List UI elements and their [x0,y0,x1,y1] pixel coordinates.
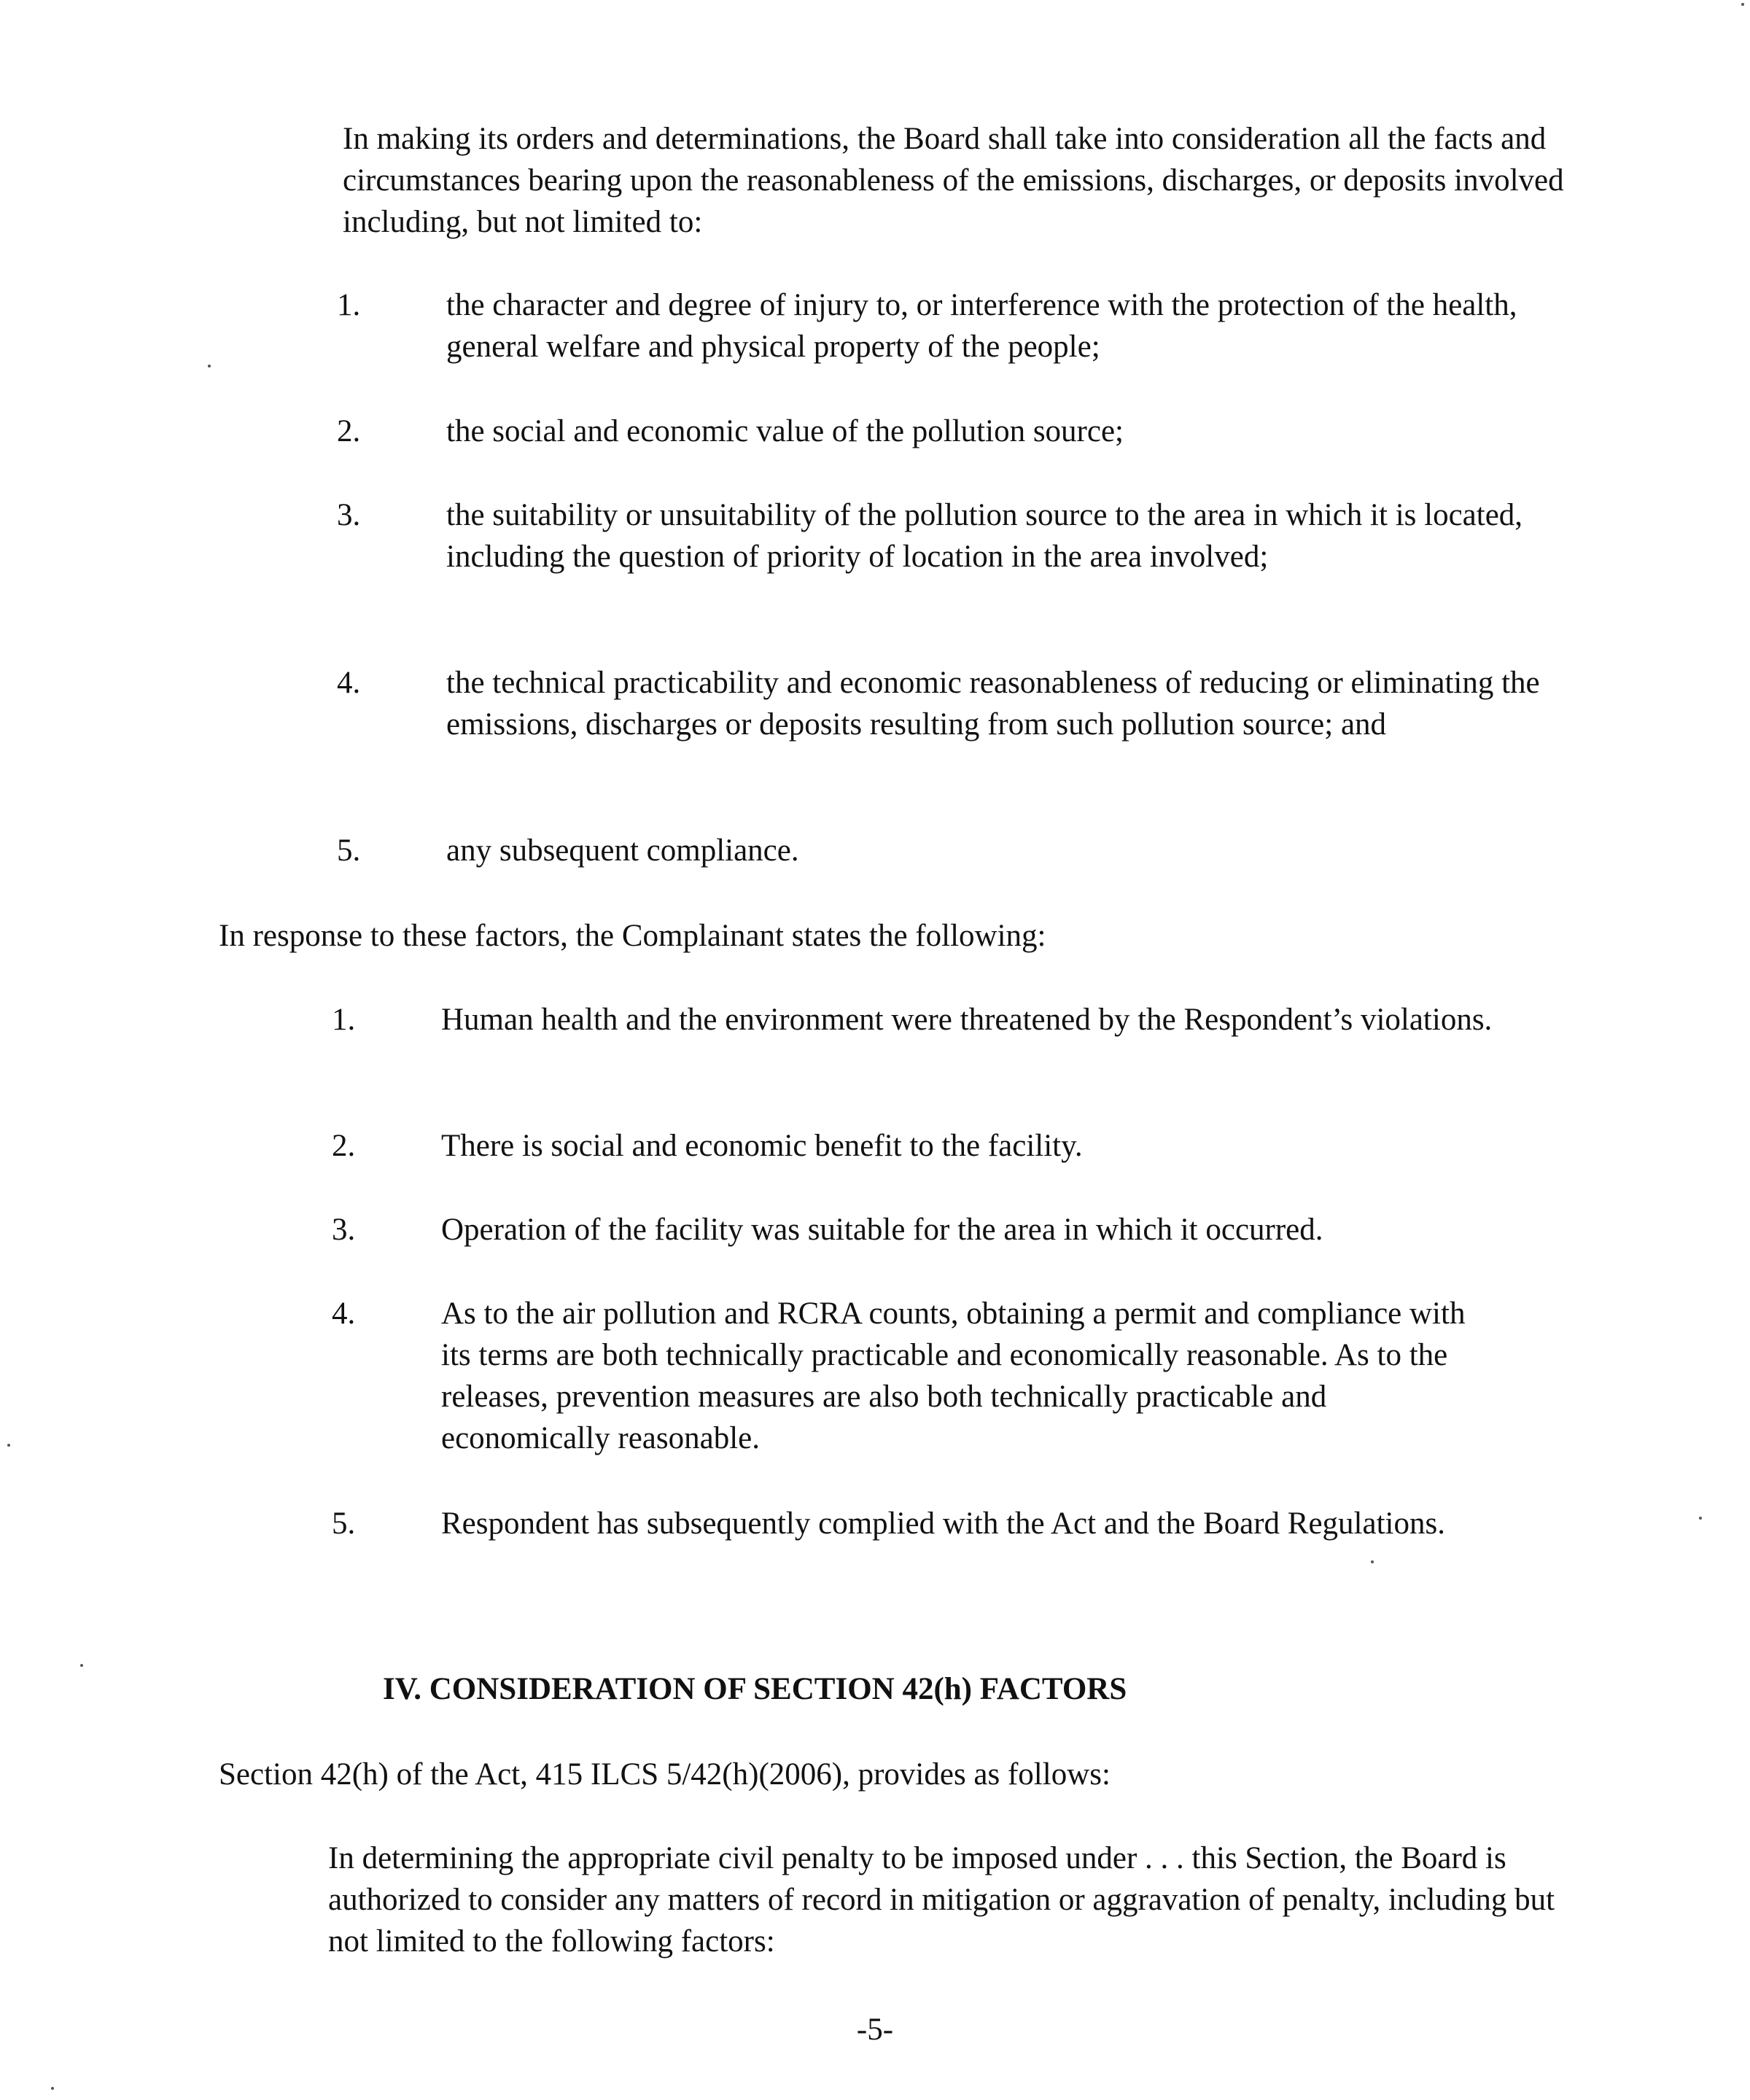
list-item-text: There is social and economic benefit to the facility. [441,1129,1083,1163]
list-item-number: 2. [337,414,361,448]
list-item-number: 4. [337,666,361,700]
list-item-number: 1. [337,288,361,322]
scan-speck [1741,3,1744,6]
list-item-text: Human health and the environment were threatened by the Respondent’s violations. [441,1003,1493,1037]
section-quote: In determining the appropriate civil penalty to be imposed under . . . this Section, the Board is authorized to consider any matters of record in mitigation or aggravation of penalty, including but not limited to the following factors: [328,1841,1555,1959]
list-item-number: 1. [332,1003,356,1037]
list-item-number: 3. [337,498,361,532]
list-item-number: 5. [337,833,361,868]
section-heading: IV. CONSIDERATION OF SECTION 42(h) FACTORS [383,1672,1127,1706]
list-item-number: 3. [332,1213,356,1247]
scan-speck [51,2087,54,2090]
list-item-number: 2. [332,1129,356,1163]
scan-speck [208,365,211,368]
list-item-number: 4. [332,1296,356,1331]
list-item-text: the suitability or unsuitability of the pollution source to the area in which it is located, including the question of priority of location in the area involved; [446,498,1523,574]
response-intro: In response to these factors, the Complainant states the following: [219,919,1046,953]
list-item-text: the social and economic value of the pollution source; [446,414,1124,448]
list-item-text: the character and degree of injury to, or interference with the protection of the health, general welfare and physical property of the people; [446,288,1517,364]
list-item-number: 5. [332,1506,356,1541]
scan-speck [7,1444,10,1447]
page-number: -5- [856,2012,894,2047]
scan-speck [80,1664,83,1667]
list-item-text: Operation of the facility was suitable for the area in which it occurred. [441,1213,1323,1247]
list-item-text: any subsequent compliance. [446,833,799,868]
list-item-text: As to the air pollution and RCRA counts, obtaining a permit and compliance with its terms are both technically practicable and economically reasonable. As to the releases, prevention measures are also both technically practicable and economically reasonable. [441,1296,1466,1455]
scan-speck [1371,1560,1374,1563]
scan-speck [1699,1517,1702,1520]
list-item-text: the technical practicability and economic reasonableness of reducing or eliminating the emissions, discharges or deposits resulting from such pollution source; and [446,666,1540,742]
intro-quote: In making its orders and determinations, the Board shall take into consideration all the facts and circumstances bearing upon the reasonableness of the emissions, discharges, or deposits involved including, but not limited to: [343,122,1564,239]
list-item-text: Respondent has subsequently complied with the Act and the Board Regulations. [441,1506,1445,1541]
section-intro: Section 42(h) of the Act, 415 ILCS 5/42(h)(2006), provides as follows: [219,1757,1111,1792]
